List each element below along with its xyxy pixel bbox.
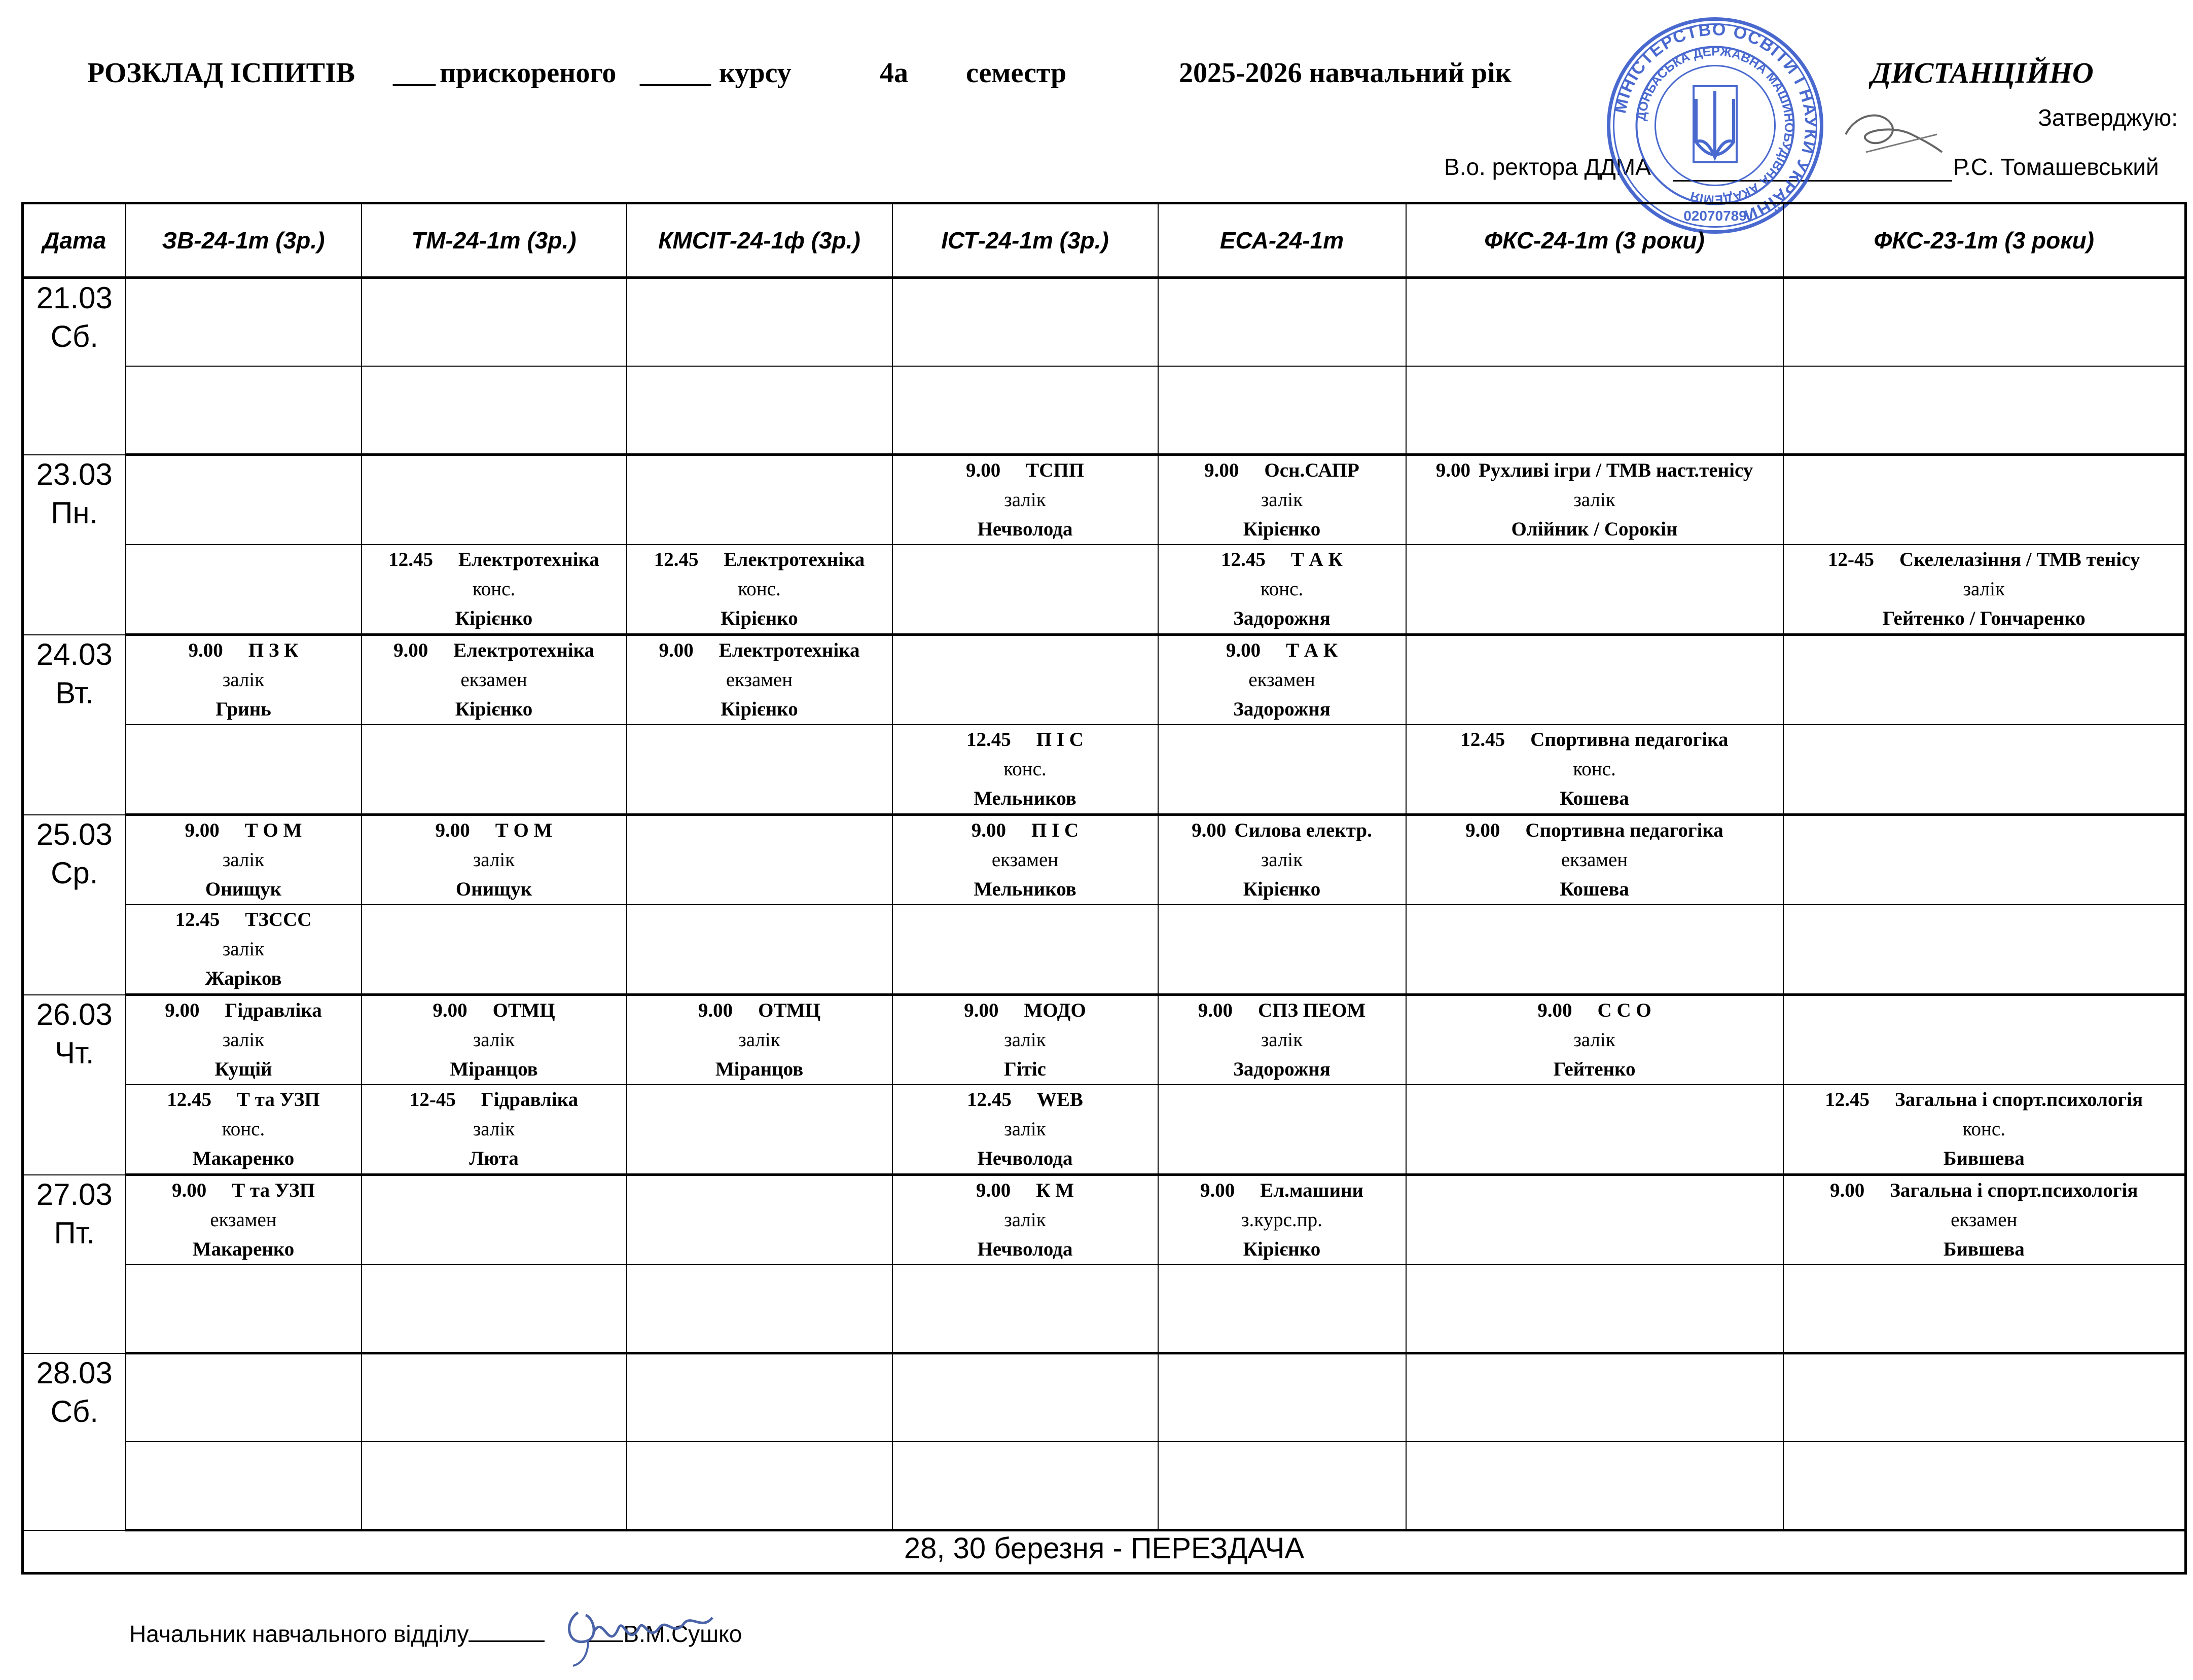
date-cell (23, 278, 126, 455)
academic-year: 2025-2026 навчальний рік (1179, 57, 1512, 89)
weekday: Сб. (50, 319, 98, 353)
schedule-title: РОЗКЛАД ІСПИТІВ (87, 57, 355, 89)
exam-entry: 12.45 Т А К конс. Задорожня (1221, 549, 1343, 629)
exam-entry: 9.00 Т та УЗП екзамен Макаренко (172, 1179, 315, 1260)
table-row (23, 905, 2186, 995)
table-row (23, 366, 2186, 455)
exam-entry: 9.00 Осн.САПР залік Кірієнко (1204, 459, 1359, 540)
study-mode: ДИСТАНЦІЙНО (1871, 56, 2094, 89)
date-cell (23, 995, 126, 1175)
exam-entry: 9.00 Електротехніка екзамен Кірієнко (393, 639, 595, 720)
exam-entry: 12.45 Т та УЗП конс. Макаренко (167, 1089, 320, 1169)
exam-schedule-table (21, 202, 2187, 1575)
table-row (23, 1353, 2186, 1442)
exam-entry: 9.00 ОТМЦ залік Міранцов (698, 999, 821, 1080)
date-cell (23, 815, 126, 995)
table-row (23, 1442, 2186, 1530)
exam-entry: 12.45 П І С конс. Мельников (966, 729, 1084, 809)
date-cell (23, 455, 126, 635)
table-row (23, 1085, 2186, 1175)
table-row (23, 995, 2186, 1085)
exam-entry: 12.45 ТЗССС залік Жаріков (175, 909, 312, 989)
exam-entry: 9.00 К М залік Нечволода (976, 1179, 1074, 1260)
exam-entry: 9.00 Гідравліка залік Кущій (165, 999, 322, 1080)
exam-entry: 12-45 Скелелазіння / ТМВ тенісу залік Гейтенко / Гончаренко (1827, 549, 2140, 629)
exam-entry: 9.00 ОТМЦ залік Міранцов (433, 999, 555, 1080)
table-row (23, 455, 2186, 545)
date: 26.03 (36, 997, 113, 1031)
table-row (23, 545, 2186, 635)
weekday: Пт. (54, 1216, 95, 1250)
date-cell (23, 1175, 126, 1353)
stamp-inner-text: ДОНБАСЬКА ДЕРЖАВНА МАШИНОБУДІВНА АКАДЕМІЯ (1634, 44, 1796, 207)
exam-entry: 12.45 Електротехніка конс. Кірієнко (388, 549, 599, 629)
exam-entry: 9.00 МОДО залік Гітіс (964, 999, 1086, 1080)
date-cell (23, 635, 126, 815)
table-row (23, 725, 2186, 815)
date: 24.03 (36, 637, 113, 671)
weekday: Вт. (55, 675, 94, 710)
retake-note: 28, 30 березня - ПЕРЕЗДАЧА (23, 1530, 2186, 1574)
table-row (23, 278, 2186, 367)
exam-entry: 9.00 Т О М залік Онищук (185, 819, 302, 900)
date: 28.03 (36, 1355, 113, 1390)
exam-entry: 9.00 С С О залік Гейтенко (1537, 999, 1651, 1080)
exam-entry: 9.00 Силова електр. залік Кірієнко (1192, 819, 1372, 900)
table-row (23, 1265, 2186, 1353)
rector-role: В.о. ректора ДДМА (1444, 154, 1651, 180)
course-blank-2: _____ (640, 57, 711, 89)
head-signature (558, 1592, 720, 1668)
table-row (23, 635, 2186, 725)
exam-entry: 9.00 Рухливі ігри / ТМВ наст.тенісу залік Олійник / Сорокін (1435, 459, 1753, 540)
group-header-ist: ІСТ-24-1т (3р.) (892, 203, 1158, 278)
exam-entry: 9.00 Електротехніка екзамен Кірієнко (659, 639, 860, 720)
table-row (23, 815, 2186, 905)
table-footer-row (23, 1530, 2186, 1574)
exam-entry: 9.00 СПЗ ПЕОМ залік Задорожня (1198, 999, 1366, 1080)
group-header-fks24: ФКС-24-1т (3 роки) (1406, 203, 1783, 278)
table-row (23, 1175, 2186, 1265)
trident-icon (1694, 86, 1737, 162)
exam-entry: 9.00 П І С екзамен Мельников (971, 819, 1079, 900)
date: 21.03 (36, 281, 113, 315)
exam-entry: 9.00 Загальна і спорт.психологія екзамен Бившева (1830, 1179, 2138, 1260)
exam-entry: 12.45 WEB залік Нечволода (967, 1089, 1083, 1169)
approval-label: Затверджую: (2038, 104, 2178, 131)
weekday: Сб. (50, 1394, 98, 1428)
head-name: В.М.Сушко (623, 1621, 742, 1647)
group-header-tm: ТМ-24-1т (3р.) (362, 203, 627, 278)
stamp-code: 02070789 (1683, 208, 1747, 224)
exam-entry: 12.45 Спортивна педагогіка конс. Кошева (1460, 729, 1729, 809)
date: 23.03 (36, 457, 113, 491)
signature-line (469, 1640, 545, 1642)
exam-entry: 9.00 Спортивна педагогіка екзамен Кошева (1465, 819, 1723, 900)
semester-word: семестр (966, 57, 1067, 89)
group-header-esa: ЕСА-24-1т (1158, 203, 1406, 278)
course-word: курсу (719, 57, 792, 89)
exam-entry: 9.00 Т О М залік Онищук (435, 819, 553, 900)
exam-entry: 9.00 Ел.машини з.курс.пр. Кірієнко (1200, 1179, 1364, 1260)
date-cell (23, 1353, 126, 1530)
exam-entry: 9.00 ТСПП залік Нечволода (965, 459, 1085, 540)
semester-number: 4а (880, 57, 908, 89)
exam-entry: 9.00 Т А К екзамен Задорожня (1226, 639, 1338, 720)
exam-entry: 12.45 Загальна і спорт.психологія конс. Бившева (1825, 1089, 2143, 1169)
course-type: прискореного (440, 57, 617, 89)
date: 27.03 (36, 1177, 113, 1211)
weekday: Ср. (51, 855, 98, 890)
table-header-row (23, 203, 2186, 278)
group-header-zv: ЗВ-24-1т (3р.) (126, 203, 362, 278)
exam-entry: 12-45 Гідравліка залік Люта (409, 1089, 579, 1169)
date: 25.03 (36, 817, 113, 851)
course-blank-1: ___ (393, 57, 436, 89)
stamp-outer-text: МІНІСТЕРСТВО ОСВІТИ І НАУКИ УКРАЇНИ (1610, 20, 1821, 226)
head-role: Начальник навчального відділу (129, 1621, 469, 1647)
rector-signature (1836, 104, 1947, 170)
exam-entry: 12.45 Електротехніка конс. Кірієнко (654, 549, 865, 629)
rector-name: Р.С. Томашевський (1953, 154, 2159, 180)
group-header-kmsit: КМСІТ-24-1ф (3р.) (627, 203, 892, 278)
exam-entry: 9.00 П З К залік Гринь (188, 639, 299, 720)
weekday: Пн. (51, 495, 98, 530)
group-header-fks23: ФКС-23-1т (3 роки) (1783, 203, 2186, 278)
weekday: Чт. (55, 1035, 94, 1070)
date-column-header: Дата (23, 203, 126, 278)
